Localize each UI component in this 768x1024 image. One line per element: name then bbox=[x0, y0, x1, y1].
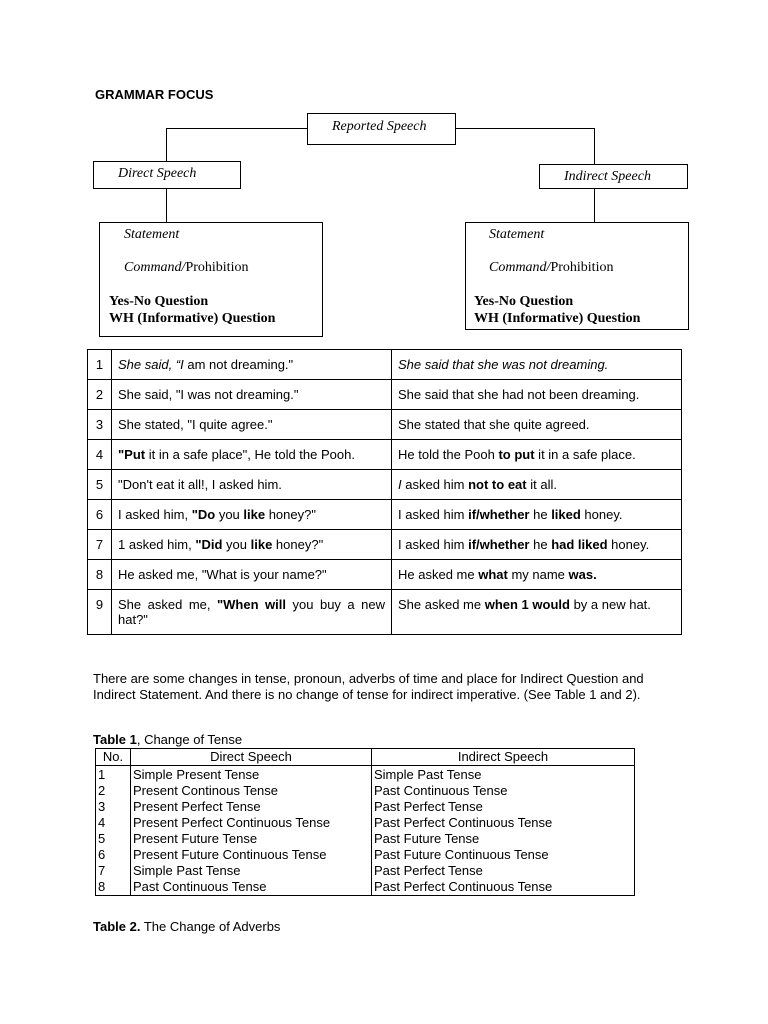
indirect-tense: Past Future Continuous Tense bbox=[372, 847, 635, 863]
direct-speech-node bbox=[93, 161, 241, 189]
table-row bbox=[96, 847, 635, 863]
header-direct: Direct Speech bbox=[131, 749, 372, 766]
indirect-cell: I asked him not to eat it all. bbox=[392, 470, 682, 500]
row-number: 8 bbox=[88, 560, 112, 590]
connector-right-h bbox=[455, 128, 595, 129]
tense-no: 5 bbox=[96, 831, 131, 847]
tense-no: 7 bbox=[96, 863, 131, 879]
indirect-wh: WH (Informative) Question bbox=[474, 311, 641, 326]
direct-wh: WH (Informative) Question bbox=[109, 311, 276, 326]
direct-tense: Simple Past Tense bbox=[131, 863, 372, 879]
connector-right-v bbox=[594, 128, 595, 164]
direct-types-box bbox=[99, 222, 323, 337]
indirect-tense: Past Perfect Tense bbox=[372, 863, 635, 879]
direct-cell: She said, "I was not dreaming." bbox=[112, 380, 392, 410]
indirect-tense: Past Future Tense bbox=[372, 831, 635, 847]
indirect-cell: He told the Pooh to put it in a safe place. bbox=[392, 440, 682, 470]
direct-tense: Present Continous Tense bbox=[131, 783, 372, 799]
tense-no: 2 bbox=[96, 783, 131, 799]
table-header-row bbox=[96, 749, 635, 766]
indirect-yesno: Yes-No Question bbox=[474, 294, 574, 309]
direct-yesno: Yes-No Question bbox=[109, 294, 209, 309]
table-row bbox=[96, 799, 635, 815]
indirect-statement: Statement bbox=[489, 227, 545, 242]
row-number: 6 bbox=[88, 500, 112, 530]
table1-caption: Table 1, Change of Tense bbox=[93, 732, 243, 747]
table-row bbox=[88, 530, 682, 560]
direct-tense: Present Future Tense bbox=[131, 831, 372, 847]
indirect-tense: Past Continuous Tense bbox=[372, 783, 635, 799]
direct-speech-label: Direct Speech bbox=[118, 166, 197, 181]
indirect-tense: Past Perfect Tense bbox=[372, 799, 635, 815]
table-row bbox=[88, 350, 682, 380]
direct-statement: Statement bbox=[124, 227, 180, 242]
indirect-speech-node bbox=[539, 164, 688, 189]
row-number: 9 bbox=[88, 590, 112, 635]
direct-tense: Present Perfect Continuous Tense bbox=[131, 815, 372, 831]
row-number: 4 bbox=[88, 440, 112, 470]
indirect-tense: Past Perfect Continuous Tense bbox=[372, 879, 635, 896]
header-no: No. bbox=[96, 749, 131, 766]
table-row bbox=[88, 560, 682, 590]
direct-tense: Past Continuous Tense bbox=[131, 879, 372, 896]
indirect-tense: Simple Past Tense bbox=[372, 766, 635, 784]
table-row bbox=[88, 410, 682, 440]
direct-tense: Present Perfect Tense bbox=[131, 799, 372, 815]
indirect-cell: I asked him if/whether he had liked honey. bbox=[392, 530, 682, 560]
tense-no: 6 bbox=[96, 847, 131, 863]
connector-left-v bbox=[166, 128, 167, 161]
table-row bbox=[96, 863, 635, 879]
direct-cell: 1 asked him, "Did you like honey?" bbox=[112, 530, 392, 560]
indirect-cell: She stated that she quite agreed. bbox=[392, 410, 682, 440]
root-node bbox=[307, 113, 456, 145]
table-row bbox=[96, 766, 635, 784]
tense-no: 1 bbox=[96, 766, 131, 784]
direct-cell: He asked me, "What is your name?" bbox=[112, 560, 392, 590]
table-row bbox=[88, 470, 682, 500]
table-row bbox=[96, 879, 635, 896]
table-row bbox=[88, 500, 682, 530]
indirect-tense: Past Perfect Continuous Tense bbox=[372, 815, 635, 831]
table-row bbox=[96, 831, 635, 847]
explanation-paragraph: There are some changes in tense, pronoun, adverbs of time and place for Indirect Question and Indirect Statement. And there is no change of tense for indirect imperative. (See Table 1 and 2). bbox=[93, 671, 644, 702]
table2-caption: Table 2. The Change of Adverbs bbox=[93, 919, 281, 934]
tense-no: 3 bbox=[96, 799, 131, 815]
indirect-command: Command/Prohibition bbox=[489, 260, 614, 275]
direct-tense: Present Future Continuous Tense bbox=[131, 847, 372, 863]
indirect-speech-label: Indirect Speech bbox=[564, 169, 651, 184]
direct-cell: I asked him, "Do you like honey?" bbox=[112, 500, 392, 530]
row-number: 1 bbox=[88, 350, 112, 380]
root-label: Reported Speech bbox=[332, 119, 427, 134]
page-title: GRAMMAR FOCUS bbox=[95, 87, 214, 102]
row-number: 7 bbox=[88, 530, 112, 560]
row-number: 2 bbox=[88, 380, 112, 410]
indirect-cell: I asked him if/whether he liked honey. bbox=[392, 500, 682, 530]
indirect-types-box bbox=[465, 222, 689, 330]
row-number: 5 bbox=[88, 470, 112, 500]
connector-left-h bbox=[166, 128, 307, 129]
tense-no: 8 bbox=[96, 879, 131, 896]
tense-table-body bbox=[96, 766, 635, 896]
indirect-cell: He asked me what my name was. bbox=[392, 560, 682, 590]
connector-right-down bbox=[594, 189, 595, 222]
direct-cell: "Put it in a safe place", He told the Pooh. bbox=[112, 440, 392, 470]
indirect-cell: She asked me when 1 would by a new hat. bbox=[392, 590, 682, 635]
table-row bbox=[96, 783, 635, 799]
connector-left-down bbox=[166, 189, 167, 222]
header-indirect: Indirect Speech bbox=[372, 749, 635, 766]
direct-tense: Simple Present Tense bbox=[131, 766, 372, 784]
direct-cell: She stated, "I quite agree." bbox=[112, 410, 392, 440]
table-row bbox=[88, 380, 682, 410]
direct-cell: "Don't eat it all!, I asked him. bbox=[112, 470, 392, 500]
table-row bbox=[88, 440, 682, 470]
direct-cell: She said, “I am not dreaming." bbox=[112, 350, 392, 380]
direct-command: Command/Prohibition bbox=[124, 260, 249, 275]
table-row bbox=[88, 590, 682, 635]
tense-no: 4 bbox=[96, 815, 131, 831]
indirect-cell: She said that she had not been dreaming. bbox=[392, 380, 682, 410]
examples-table bbox=[87, 349, 682, 635]
indirect-cell: She said that she was not dreaming. bbox=[392, 350, 682, 380]
row-number: 3 bbox=[88, 410, 112, 440]
tense-change-table bbox=[95, 748, 635, 896]
direct-cell: She asked me, "When will you buy a new hat?" bbox=[112, 590, 392, 635]
table-row bbox=[96, 815, 635, 831]
